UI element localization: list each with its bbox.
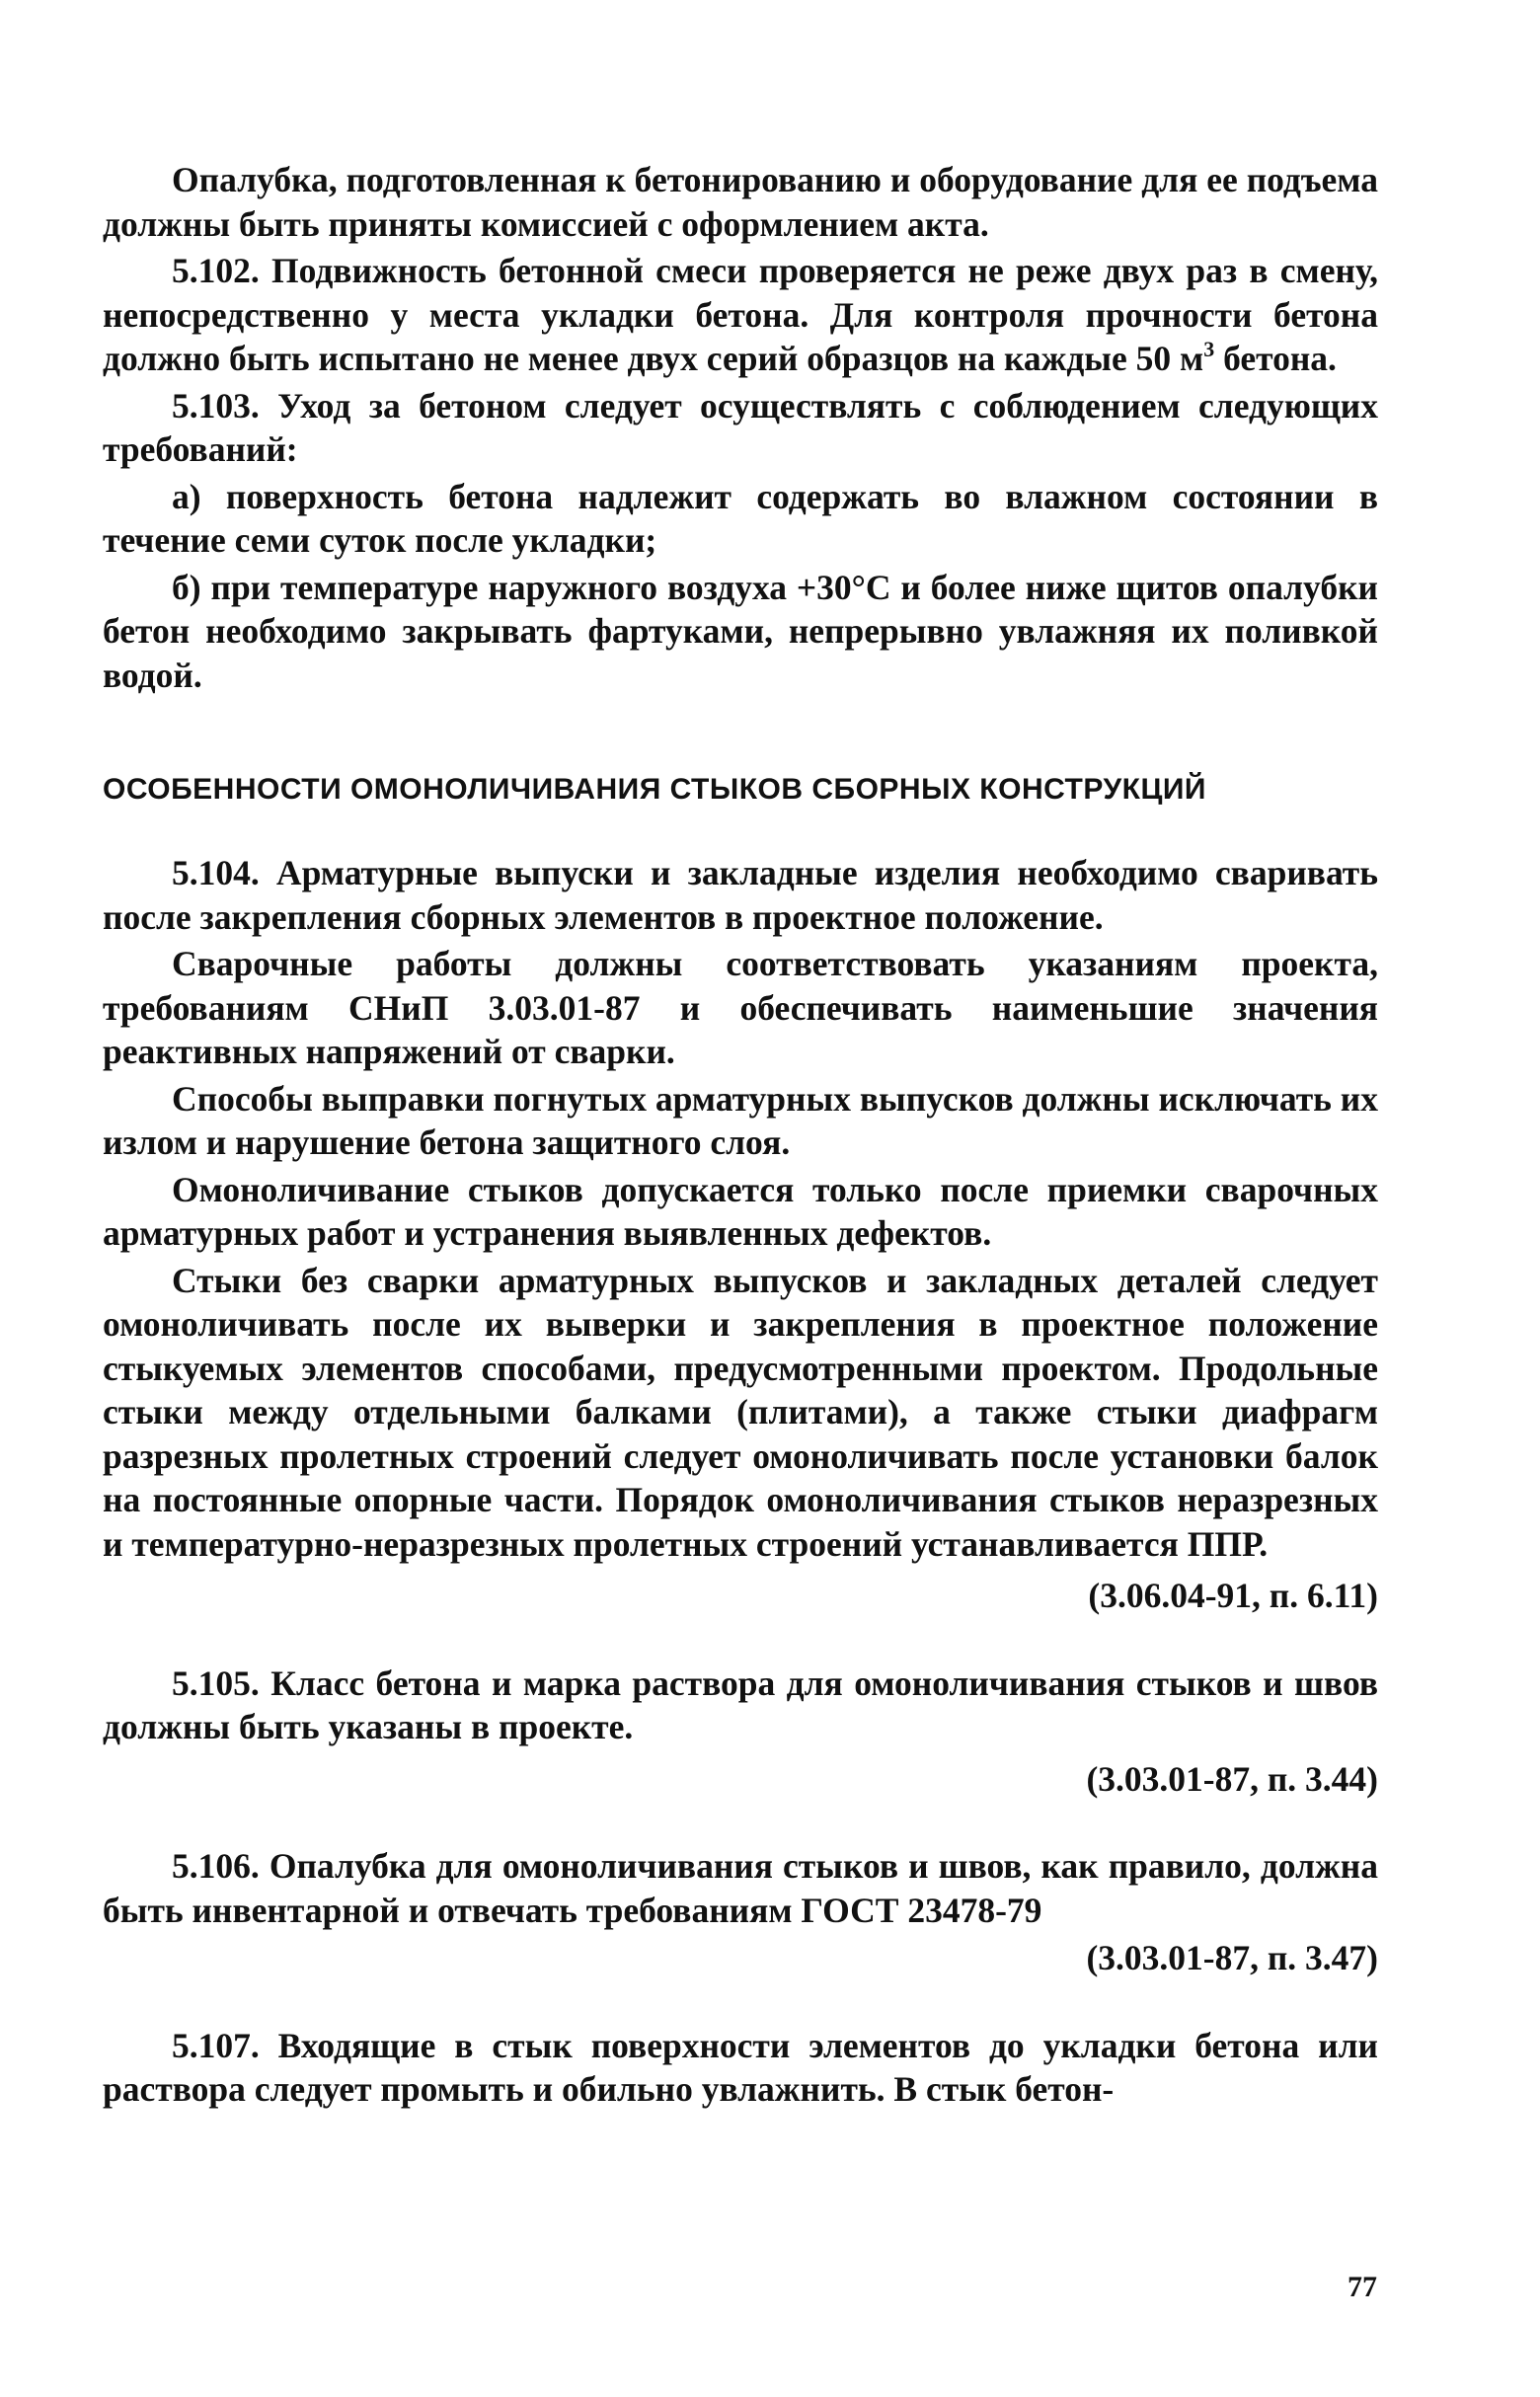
paragraph-5-106: 5.106. Опалубка для омоноличивания стыков и швов, как правило, должна быть инвентарной и отвечать требованиям ГОСТ 23478-79 [103, 1846, 1378, 1930]
paragraph-joints-without-welding: Стыки без сварки арматурных выпусков и закладных деталей следует омоноличивать после их выверки и закрепления в проектное положение стыкуемых элементов способами, предусмотренными проектом. Продольные стыки между отдельными балками (плитами), а также стыки диафрагм разрезных пролетных строений следует омоноличивать после установки балок на постоянные опорные части. Порядок омоноличивания стыков неразрезных и температурно-неразрезных пролетных строений устанавливается ППР. [103, 1260, 1378, 1564]
paragraph-5-102 [103, 249, 1378, 381]
paragraph-welding: Сварочные работы должны соответствовать указаниям проекта, требованиям СНиП 3.03.01-87 и обеспечивать наименьшие значения реактивных напряжений от сварки. [103, 944, 1378, 1071]
paragraph-straightening: Способы выправки погнутых арматурных выпусков должны исключать их излом и нарушение бетона защитного слоя. [103, 1078, 1378, 1162]
paragraph-5-104: 5.104. Арматурные выпуски и закладные изделия необходимо сваривать после закрепления сборных элементов в проектное положение. [103, 853, 1378, 937]
paragraph-item-b: б) при температуре наружного воздуха +30°С и более ниже щитов опалубки бетон необходимо закрывать фартуками, непрерывно увлажняя их поливкой водой. [103, 567, 1378, 695]
paragraph-item-a: а) поверхность бетона надлежит содержать во влажном состоянии в течение семи суток после укладки; [103, 476, 1378, 560]
paragraph-5-102-text: 5.102. Подвижность бетонной смеси проверяется не реже двух раз в смену, непосредственно у места укладки бетона. Для контроля прочности бетона должно быть испытано не менее двух серий образцов на каждые 50 м [103, 251, 1378, 378]
superscript-cubic: 3 [1203, 337, 1215, 361]
document-page [103, 158, 1378, 2112]
paragraph-formwork-acceptance: Опалубка, подготовленная к бетонированию и оборудование для ее подъема должны быть приняты комиссией с оформлением акта. [103, 160, 1378, 244]
reference-3-03-01-87-3-47: (3.03.01-87, п. 3.47) [1086, 1938, 1378, 1977]
paragraph-5-105: 5.105. Класс бетона и марка раствора для омоноличивания стыков и швов должны быть указаны в проекте. [103, 1662, 1378, 1746]
paragraph-5-107: 5.107. Входящие в стык поверхности элементов до укладки бетона или раствора следует промыть и обильно увлажнить. В стык бетон- [103, 2025, 1378, 2109]
paragraph-5-102-tail: бетона. [1214, 339, 1337, 378]
paragraph-5-103: 5.103. Уход за бетоном следует осуществлять с соблюдением следующих требований: [103, 385, 1378, 469]
reference-3-03-01-87-3-44: (3.03.01-87, п. 3.44) [1086, 1758, 1378, 1799]
section-heading: ОСОБЕННОСТИ ОМОНОЛИЧИВАНИЯ СТЫКОВ СБОРНЫХ КОНСТРУКЦИЙ [103, 773, 1206, 806]
paragraph-monolithing: Омоноличивание стыков допускается только после приемки сварочных арматурных работ и устранения выявленных дефектов. [103, 1169, 1378, 1253]
reference-3-06-04-91: (3.06.04-91, п. 6.11) [1088, 1576, 1378, 1615]
page-number: 77 [1348, 2271, 1377, 2303]
